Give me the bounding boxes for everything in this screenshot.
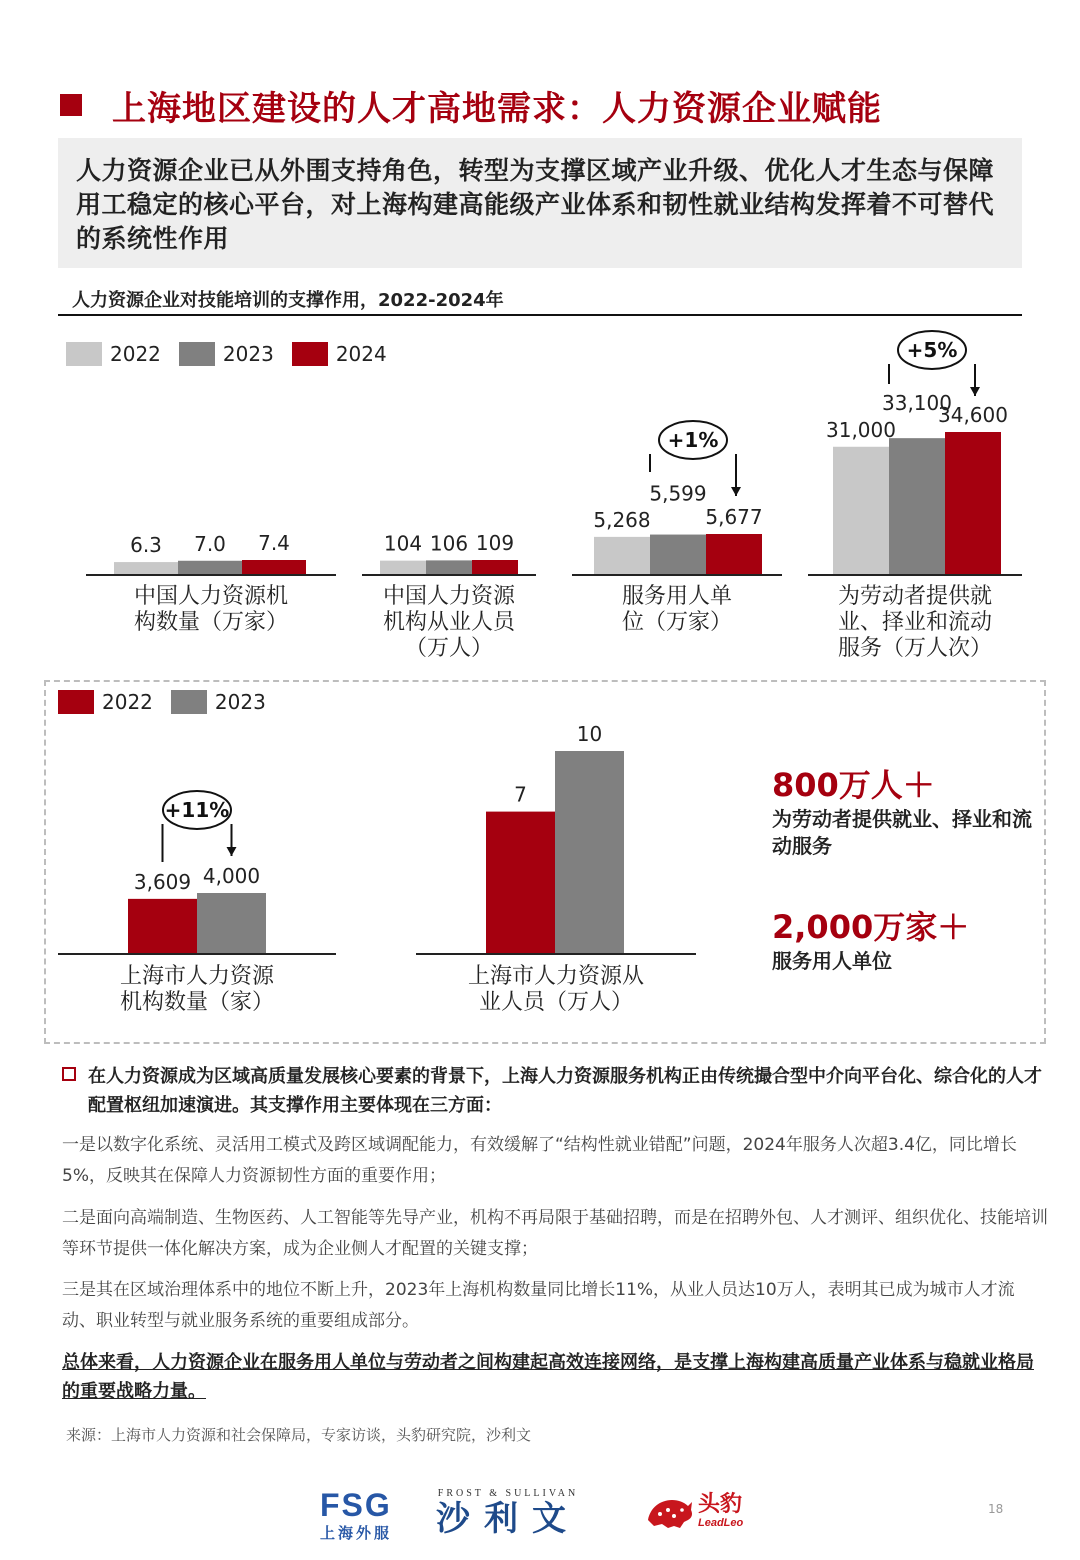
data-label: 4,000 bbox=[202, 864, 261, 888]
category-label: 业、择业和流动 bbox=[837, 610, 993, 635]
data-label: 109 bbox=[475, 531, 515, 555]
bar bbox=[242, 560, 306, 574]
bar bbox=[380, 561, 426, 574]
category-label: 业人员（万人） bbox=[478, 990, 634, 1015]
legend-label: 2022 bbox=[102, 690, 153, 714]
bar bbox=[486, 812, 555, 953]
category-label: 上海市人力资源 bbox=[119, 964, 275, 989]
data-label: 34,600 bbox=[938, 403, 1008, 427]
data-label: 106 bbox=[429, 531, 469, 556]
category-label: 为劳动者提供就 bbox=[837, 584, 993, 609]
data-label: 5,268 bbox=[593, 507, 651, 532]
conclusion-text: 总体来看，人力资源企业在服务用人单位与劳动者之间构建起高效连接网络，是支撑上海构建高质量产业体系与稳就业格局的重要战略力量。 bbox=[62, 1352, 1034, 1402]
data-label: 6.3 bbox=[130, 533, 162, 558]
category-label: 服务（万人次） bbox=[837, 636, 993, 661]
category-label: 中国人力资源 bbox=[382, 584, 516, 609]
category-label: 机构数量（家） bbox=[119, 990, 275, 1015]
bar bbox=[114, 562, 178, 574]
data-label: 7 bbox=[514, 782, 527, 807]
legend-label: 2023 bbox=[214, 690, 266, 714]
growth-annotation-label: +5% bbox=[906, 338, 958, 362]
data-label: 10 bbox=[576, 722, 603, 746]
data-label: 3,609 bbox=[133, 869, 192, 894]
data-label: 104 bbox=[383, 531, 423, 556]
legend-label: 2022 bbox=[110, 342, 161, 366]
source-note: 来源：上海市人力资源和社会保障局，专家访谈，头豹研究院，沙利文 bbox=[66, 1426, 532, 1444]
bar bbox=[178, 561, 242, 574]
annotation-arrow-icon bbox=[970, 387, 980, 396]
category-label: 中国人力资源机 bbox=[133, 584, 289, 609]
growth-annotation-label: +1% bbox=[667, 428, 719, 452]
growth-annotation-label: +11% bbox=[164, 798, 230, 822]
bullet-text: 在人力资源成为区域高质量发展核心要素的背景下，上海人力资源服务机构正由传统撮合型中介向平台化、综合化的人才配置枢纽加速演进。其支撑作用主要体现在三方面： bbox=[88, 1066, 1042, 1116]
bar bbox=[833, 447, 889, 574]
bar bbox=[555, 751, 624, 953]
category-label: 构数量（万家） bbox=[133, 610, 289, 635]
bar bbox=[594, 537, 650, 574]
page-title: 上海地区建设的人才高地需求：人力资源企业赋能 bbox=[112, 88, 882, 129]
bar bbox=[945, 432, 1001, 574]
fsg-logo bbox=[320, 1488, 392, 1543]
bar bbox=[889, 438, 945, 574]
bar bbox=[706, 534, 762, 574]
paragraph-2: 二是面向高端制造、生物医药、人工智能等先导产业，机构不再局限于基础招聘，而是在招聘外包、人才测评、组织优化、技能培训等环节提供一体化解决方案，成为企业侧人才配置的关键支撑； bbox=[62, 1208, 1048, 1259]
summary-text: 人力资源企业已从外围支持角色，转型为支撑区域产业升级、优化人才生态与保障用工稳定的核心平台，对上海构建高能级产业体系和韧性就业结构发挥着不可替代的系统性作用 bbox=[76, 156, 995, 253]
kpi-service-people bbox=[772, 760, 1032, 860]
frost-sullivan-en: FROST & SULLIVAN bbox=[437, 1488, 579, 1499]
category-label: （万人） bbox=[404, 636, 494, 661]
data-label: 7.4 bbox=[258, 531, 290, 555]
footer-logos bbox=[0, 1484, 1080, 1544]
bar bbox=[197, 893, 266, 953]
annotation-arrow-icon bbox=[227, 847, 237, 856]
leadleo-en: LeadLeo bbox=[698, 1517, 744, 1529]
leadleo-cn: 头豹 bbox=[698, 1492, 743, 1517]
legend-label: 2024 bbox=[335, 342, 387, 366]
fsg-logo-text: FSG bbox=[320, 1487, 392, 1523]
category-label: 服务用人单 bbox=[621, 584, 733, 609]
checkbox-bullet-icon bbox=[62, 1067, 76, 1081]
leadleo-logo bbox=[644, 1490, 743, 1532]
kpi-value: 800万人＋ bbox=[772, 766, 935, 804]
page-number: 18 bbox=[988, 1502, 1004, 1516]
kpi-service-units bbox=[772, 902, 1032, 975]
data-label: 31,000 bbox=[826, 417, 896, 442]
category-label: 上海市人力资源从 bbox=[467, 964, 645, 989]
kpi-label: 服务用人单位 bbox=[772, 949, 892, 973]
bar bbox=[472, 560, 518, 574]
data-label: 7.0 bbox=[194, 531, 226, 556]
kpi-value: 2,000万家＋ bbox=[772, 908, 970, 946]
fsg-logo-subtext: 上海外服 bbox=[320, 1524, 393, 1542]
annotation-arrow-icon bbox=[731, 487, 741, 496]
legend-label: 2023 bbox=[222, 342, 274, 366]
category-label: 机构从业人员 bbox=[382, 610, 516, 635]
bar bbox=[426, 560, 472, 574]
frost-sullivan-logo bbox=[436, 1488, 580, 1539]
paragraph-3: 三是其在区域治理体系中的地位不断上升，2023年上海机构数量同比增长11%，从业人员达10万人，表明其已成为城市人才流动、职业转型与就业服务系统的重要组成部分。 bbox=[62, 1280, 1015, 1331]
paragraph-1: 一是以数字化系统、灵活用工模式及跨区域调配能力，有效缓解了“结构性就业错配”问题，2024年服务人次超3.4亿，同比增长5%，反映其在保障人力资源韧性方面的重要作用； bbox=[62, 1135, 1017, 1186]
chart1-title: 人力资源企业对技能培训的支撑作用，2022-2024年 bbox=[72, 290, 504, 311]
kpi-label: 为劳动者提供就业、择业和流动服务 bbox=[772, 807, 1032, 858]
data-label: 33,100 bbox=[882, 391, 952, 416]
bar bbox=[128, 899, 197, 953]
category-label: 位（万家） bbox=[621, 610, 733, 635]
data-label: 5,677 bbox=[705, 505, 763, 529]
bullet-intro bbox=[62, 1062, 1042, 1120]
data-label: 5,599 bbox=[649, 481, 707, 506]
frost-sullivan-cn: 沙利文 bbox=[436, 1499, 580, 1539]
leopard-icon bbox=[644, 1490, 694, 1532]
bar bbox=[650, 535, 706, 574]
